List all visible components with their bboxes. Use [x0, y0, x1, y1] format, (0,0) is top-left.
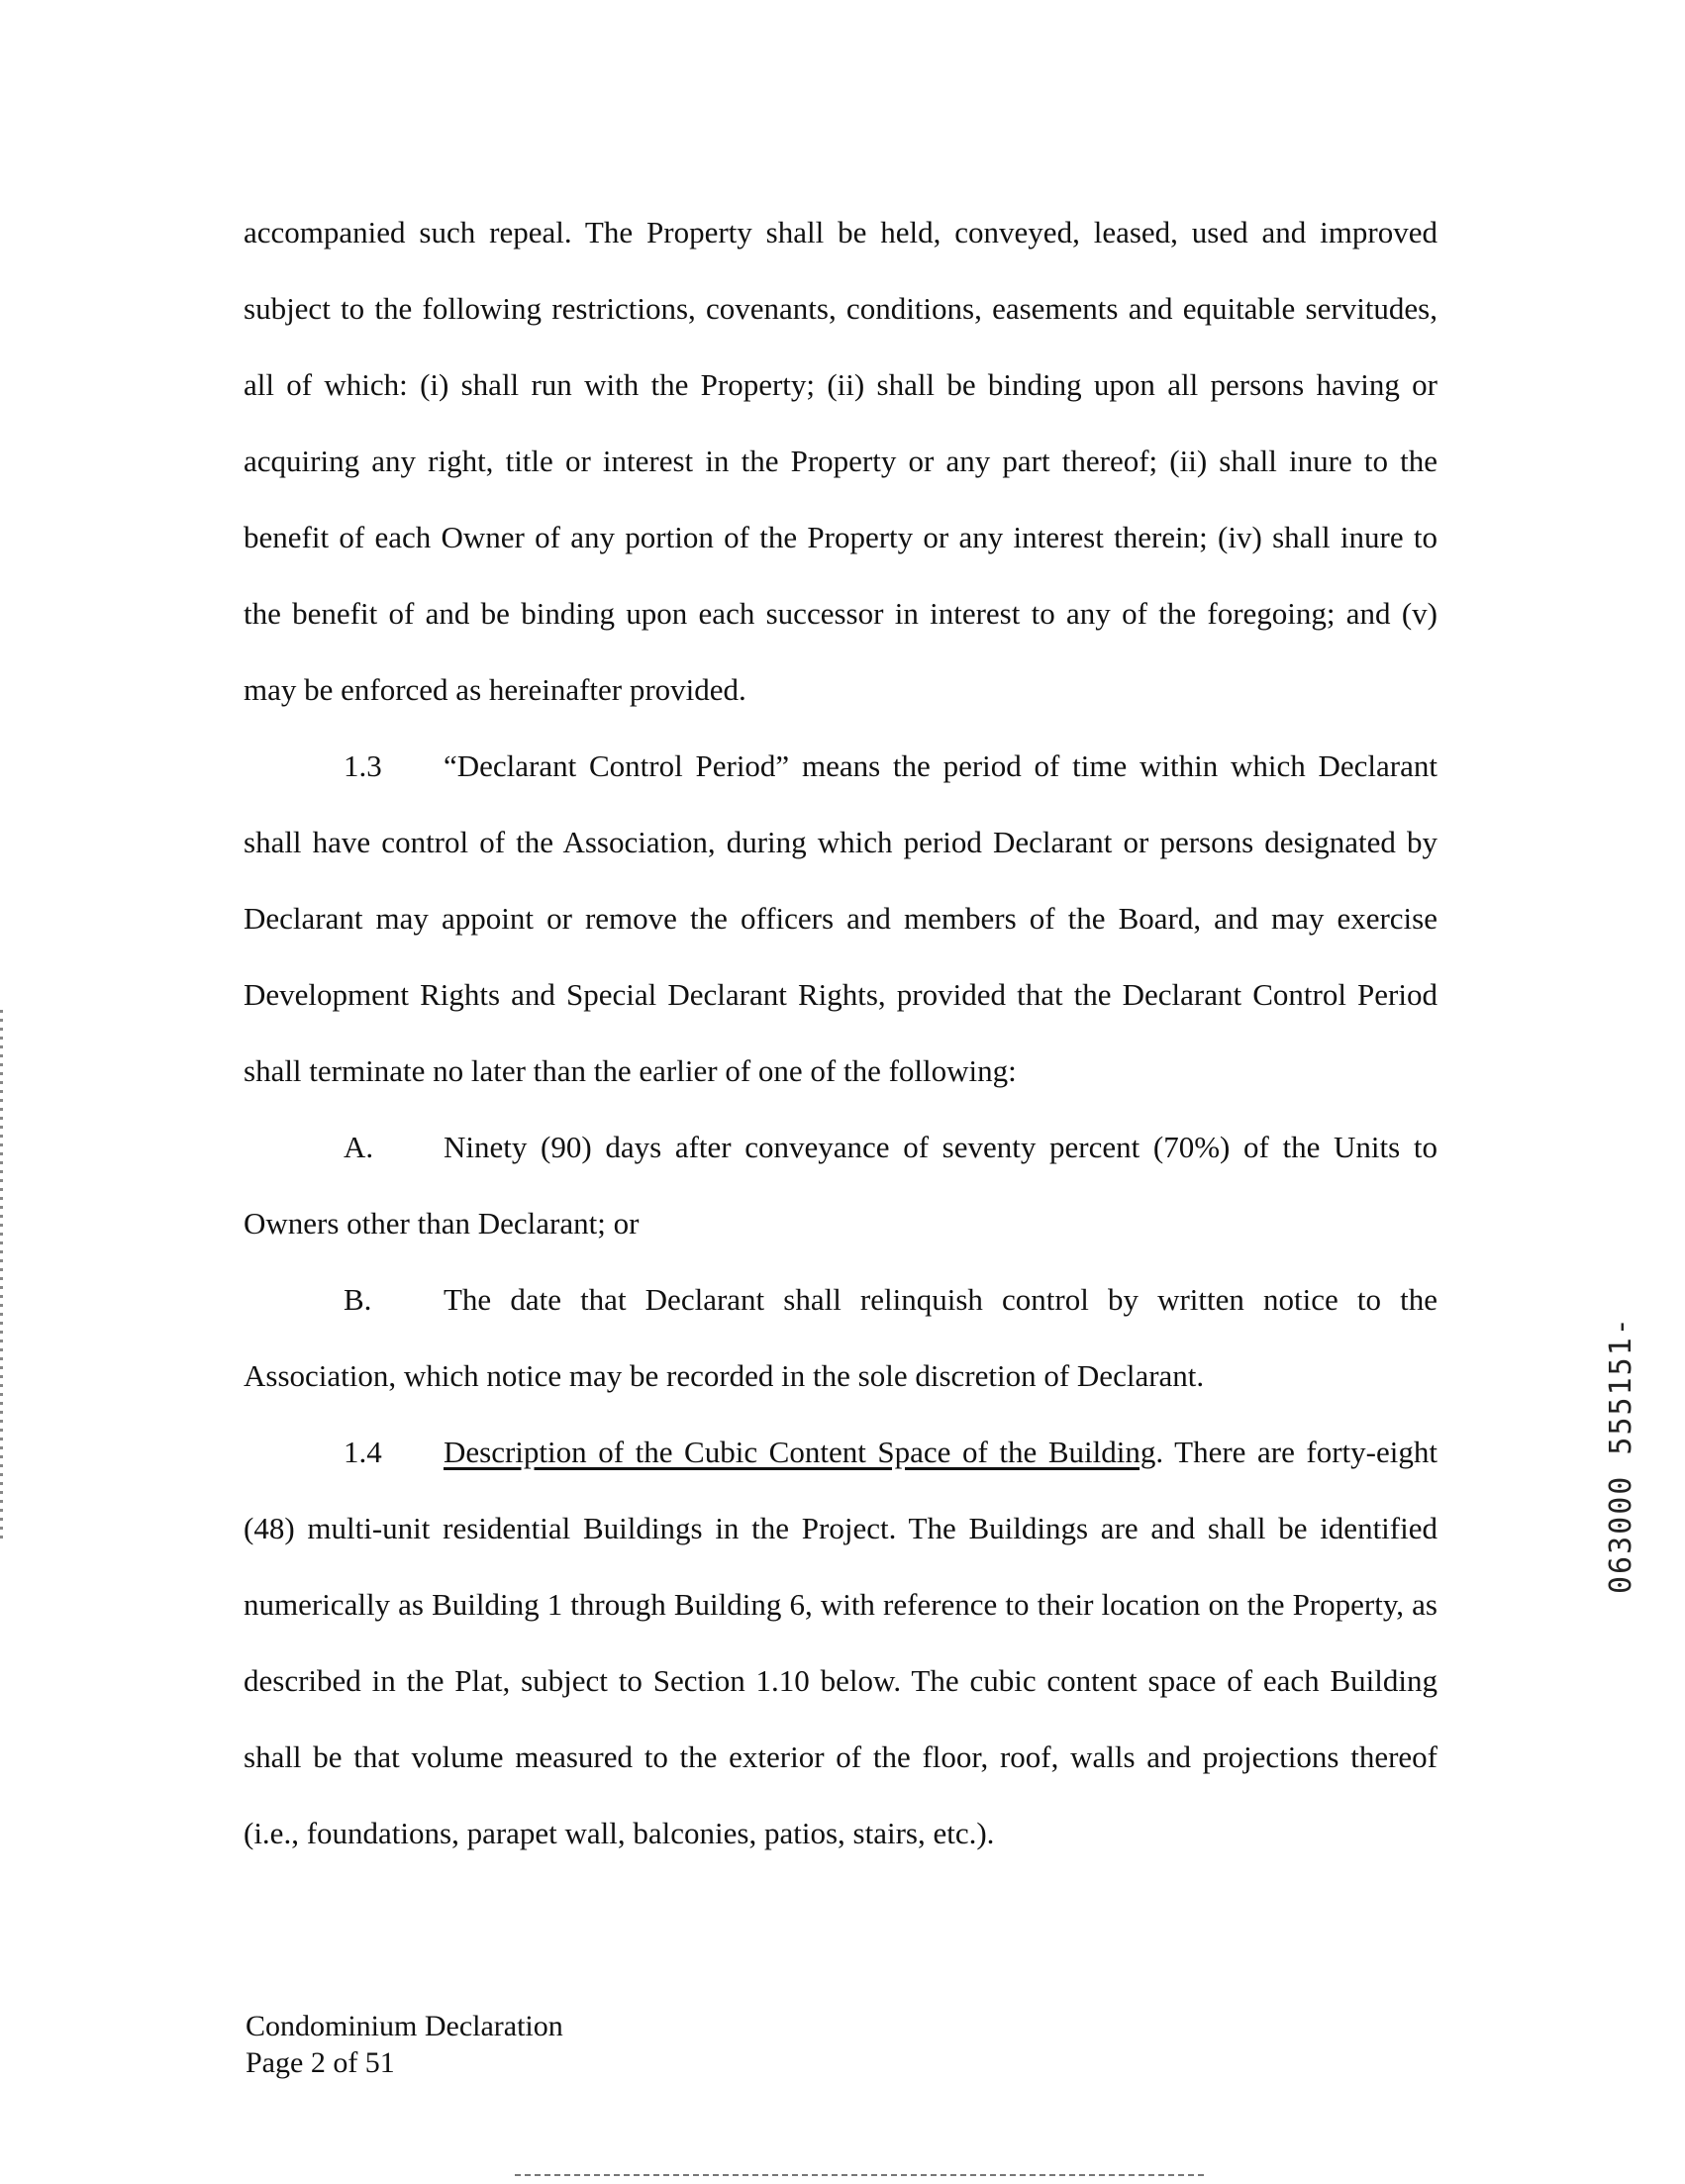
- document-body: [244, 194, 1437, 1871]
- item-text: The date that Declarant shall relinquish control by written notice to the Association, which notice may be recorded in the sole discretion of Declarant.: [244, 1282, 1437, 1393]
- section-number: 1.3: [344, 748, 382, 783]
- item-a: [244, 1109, 1437, 1261]
- section-text: . There are forty-eight (48) multi-unit residential Buildings in the Project. The Buildings are and shall be identified numerically as Building 1 through Building 6, with reference to their location on the Property, as described in the Plat, subject to Section 1.10 below. The cubic content space of each Building shall be that volume measured to the exterior of the floor, roof, walls and projections thereof (i.e., foundations, parapet wall, balconies, patios, stairs, etc.).: [244, 1435, 1437, 1850]
- section-1-3: [244, 728, 1437, 1109]
- section-1-4: [244, 1414, 1437, 1871]
- section-heading: Description of the Cubic Content Space of the Building: [444, 1435, 1156, 1469]
- scan-margin-marks: [0, 1010, 3, 1544]
- page-footer: [246, 2008, 563, 2081]
- scan-bottom-edge: [515, 2174, 1208, 2176]
- footer-title: Condominium Declaration: [246, 2010, 563, 2042]
- item-b: [244, 1261, 1437, 1414]
- item-text: Ninety (90) days after conveyance of seventy percent (70%) of the Units to Owners other than Declarant; or: [244, 1130, 1437, 1241]
- footer-page-number: Page 2 of 51: [246, 2046, 395, 2079]
- item-label: B.: [344, 1282, 372, 1317]
- section-number: 1.4: [344, 1435, 382, 1469]
- section-text: “Declarant Control Period” means the period of time within which Declarant shall have control of the Association, during which period Declarant or persons designated by Declarant may appoint or remove the officers and members of the Board, and may exercise Development Rights and Special Declarant Rights, provided that the Declarant Control Period shall terminate no later than the earlier of one of the following:: [244, 748, 1437, 1088]
- bates-stamp: 063000 555151-: [1604, 1316, 1638, 1594]
- item-label: A.: [344, 1130, 374, 1164]
- paragraph-continuation: accompanied such repeal. The Property shall be held, conveyed, leased, used and improved subject to the following restrictions, covenants, conditions, easements and equitable servitudes, all of which: (i) shall run with the Property; (ii) shall be binding upon all persons having or acquiring any right, title or interest in the Property or any part thereof; (ii) shall inure to the benefit of each Owner of any portion of the Property or any interest therein; (iv) shall inure to the benefit of and be binding upon each successor in interest to any of the foregoing; and (v) may be enforced as hereinafter provided.: [244, 215, 1437, 707]
